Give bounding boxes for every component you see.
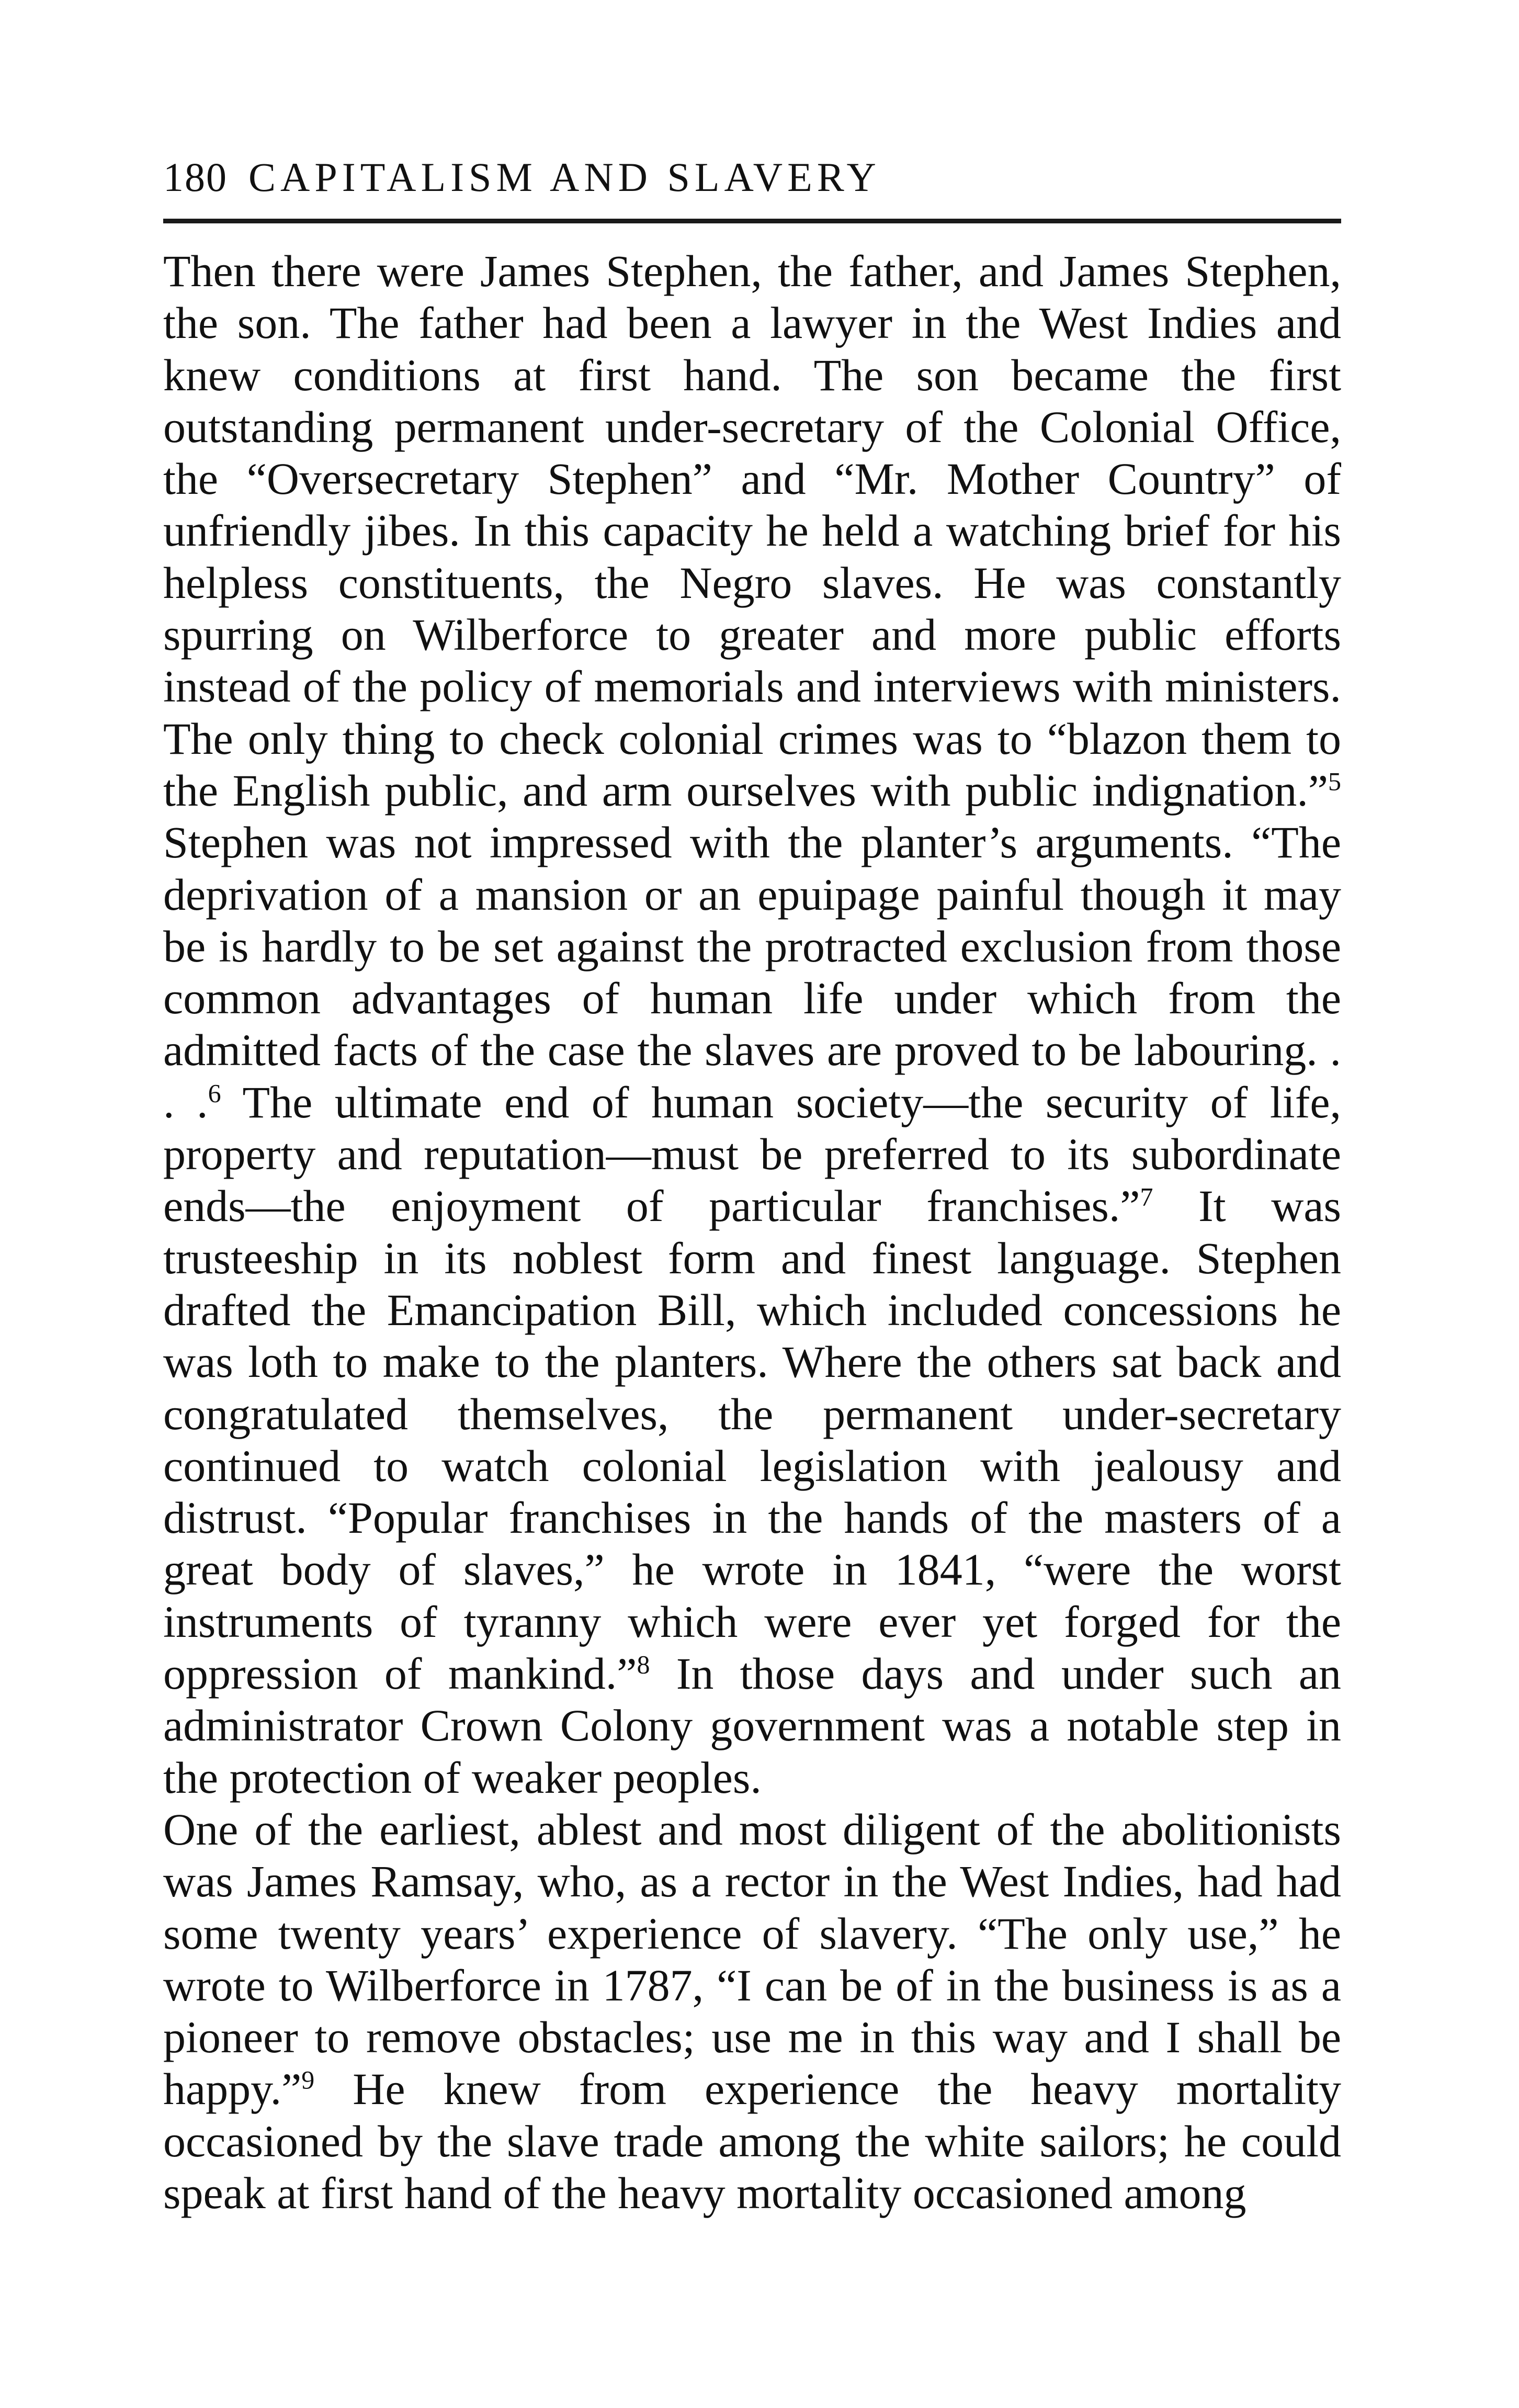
header-rule — [163, 219, 1341, 223]
footnote-marker: 9 — [301, 2065, 315, 2095]
book-page — [163, 154, 1342, 2219]
text-segment: It was trusteeship in its noblest form and finest language. Stephen drafted the Emancipation Bill, which included concessions he was loth to make to the planters. Where the others sat back and congratulated themselves, the permanent under-secretary continued to watch colonial legislation with jealousy and distrust. “Popular franchises in the hands of the masters of a great body of slaves,” he wrote in 1841, “were the worst instruments of tyranny which were ever yet forged for the oppression of mankind.” — [163, 1181, 1342, 1699]
text-segment: The ultimate end of human society—the security of life, property and reputation—must be preferred to its subordinate ends—the enjoyment of particular franchises.” — [163, 1077, 1342, 1231]
paragraph — [163, 1804, 1341, 2219]
text-segment: In those days and under such an administrator Crown Colony government was a notable step in the protection of weaker peoples. — [163, 1648, 1342, 1803]
text-segment: He knew from experience the heavy mortality occasioned by the slave trade among the white sailors; he could speak at first hand of the heavy mortality occasioned among — [163, 2064, 1341, 2218]
body-text — [163, 245, 1341, 2219]
footnote-marker: 5 — [1328, 766, 1341, 796]
running-head — [163, 154, 1341, 203]
page-number: 180 — [163, 154, 228, 200]
text-segment: One of the earliest, ablest and most diligent of the abolitionists was James Ramsay, who, as a rector in the West Indies, had had some twenty years’ experience of slavery. “The only use,” he wrote to Wilberforce in 1787, “I can be of in the business is as a pioneer to remove obstacles; use me in this way and I shall be happy.” — [163, 1804, 1341, 2115]
running-title: CAPITALISM AND SLAVERY — [248, 154, 881, 200]
footnote-marker: 7 — [1140, 1182, 1153, 1212]
paragraph — [163, 245, 1341, 1804]
text-segment: Stephen was not impressed with the planter’s arguments. “The deprivation of a mansion or an epuipage painful though it may be is hardly to be set against the protracted exclusion from those common advantages of human life under which from the admitted facts of the case the slaves are proved to be labouring. . . . — [163, 817, 1341, 1127]
text-segment: Then there were James Stephen, the father, and James Stephen, the son. The father had been a lawyer in the West Indies and knew conditions at first hand. The son became the first outstanding permanent under-secretary of the Colonial Office, the “Oversecretary Stephen” and “Mr. Mother Country” of unfriendly jibes. In this capacity he held a watching brief for his helpless constituents, the Negro slaves. He was constantly spurring on Wilberforce to greater and more public efforts instead of the policy of memorials and interviews with ministers. The only thing to check colonial crimes was to “blazon them to the English public, and arm ourselves with public indignation.” — [163, 246, 1341, 816]
footnote-marker: 6 — [208, 1078, 221, 1108]
footnote-marker: 8 — [637, 1649, 650, 1679]
